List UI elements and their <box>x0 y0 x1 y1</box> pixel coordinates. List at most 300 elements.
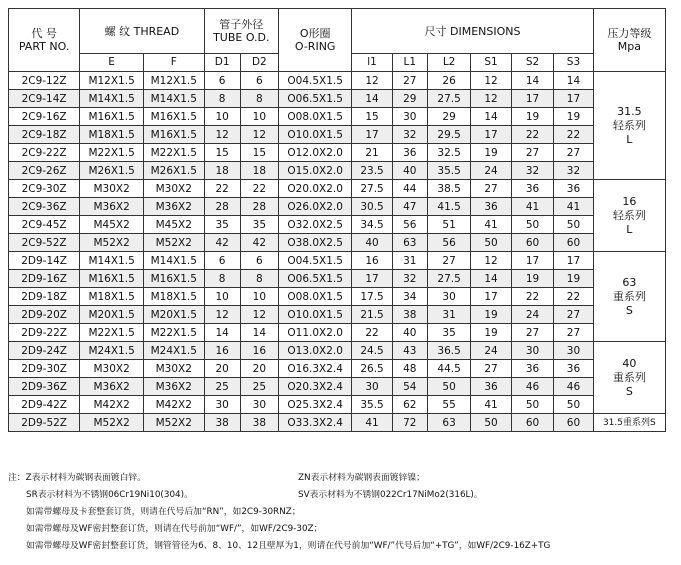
dim-l1-cell: 44 <box>392 180 427 198</box>
o-ring-cell: O15.0X2.0 <box>279 162 352 180</box>
table-row <box>9 252 666 270</box>
dim-s1-cell: 27 <box>471 180 511 198</box>
pressure-rating-line: S <box>625 384 633 398</box>
table-row <box>9 108 666 126</box>
spec-table <box>8 8 666 432</box>
pressure-rating-line: 重系列 <box>612 370 646 384</box>
dim-l2-cell: 55 <box>427 396 471 414</box>
notes <box>8 470 673 555</box>
dim-s2-cell: 46 <box>511 378 554 396</box>
dim-s3-cell: 36 <box>554 360 593 378</box>
dim-s1-cell: 36 <box>471 198 511 216</box>
table-row <box>9 90 666 108</box>
o-ring-cell: O08.0X1.5 <box>279 288 352 306</box>
o-ring-cell: O16.3X2.4 <box>279 360 352 378</box>
dim-s1-cell: 17 <box>471 126 511 144</box>
part-no-cell: 2C9-22Z <box>9 144 80 162</box>
dim-s2-cell: 14 <box>511 72 554 90</box>
header-f: F <box>143 54 204 72</box>
tube-d1-cell: 6 <box>204 72 240 90</box>
dim-l1-small-cell: 17.5 <box>352 288 392 306</box>
o-ring-cell: O32.0X2.5 <box>279 216 352 234</box>
dim-s1-cell: 14 <box>471 270 511 288</box>
header-s1: S1 <box>471 54 511 72</box>
dim-s3-cell: 32 <box>554 162 593 180</box>
dim-l1-cell: 56 <box>392 216 427 234</box>
dim-s1-cell: 24 <box>471 162 511 180</box>
pressure-rating-line: 31.5重系列S <box>602 417 656 428</box>
tube-d2-cell: 25 <box>240 378 278 396</box>
header-oring: O形圈 O-RING <box>279 9 352 72</box>
header-part-no: 代 号 PART NO. <box>9 9 80 72</box>
table-body <box>9 72 666 432</box>
table-row <box>9 198 666 216</box>
dim-l1-cell: 34 <box>392 288 427 306</box>
tube-d1-cell: 18 <box>204 162 240 180</box>
pressure-rating-cell <box>593 414 665 432</box>
dim-l2-cell: 31 <box>427 306 471 324</box>
tube-d1-cell: 8 <box>204 90 240 108</box>
note-line <box>8 487 673 504</box>
dim-s2-cell: 19 <box>511 108 554 126</box>
tube-d1-cell: 35 <box>204 216 240 234</box>
thread-f-cell: M36X2 <box>143 378 204 396</box>
tube-d1-cell: 10 <box>204 108 240 126</box>
dim-l1-small-cell: 26.5 <box>352 360 392 378</box>
dim-l1-small-cell: 24.5 <box>352 342 392 360</box>
thread-f-cell: M16X1.5 <box>143 126 204 144</box>
o-ring-cell: O04.5X1.5 <box>279 72 352 90</box>
part-no-cell: 2C9-14Z <box>9 90 80 108</box>
dim-l2-cell: 35 <box>427 324 471 342</box>
dim-l1-small-cell: 23.5 <box>352 162 392 180</box>
table-row <box>9 378 666 396</box>
tube-d1-cell: 25 <box>204 378 240 396</box>
dim-l1-small-cell: 15 <box>352 108 392 126</box>
tube-d2-cell: 10 <box>240 108 278 126</box>
table-row <box>9 342 666 360</box>
tube-d1-cell: 15 <box>204 144 240 162</box>
dim-l1-small-cell: 30.5 <box>352 198 392 216</box>
dim-l1-small-cell: 16 <box>352 252 392 270</box>
thread-e-cell: M20X1.5 <box>80 306 144 324</box>
o-ring-cell: O04.5X1.5 <box>279 252 352 270</box>
tube-d1-cell: 12 <box>204 126 240 144</box>
dim-s1-cell: 50 <box>471 234 511 252</box>
o-ring-cell: O06.5X1.5 <box>279 90 352 108</box>
part-no-cell: 2D9-42Z <box>9 396 80 414</box>
table-row <box>9 126 666 144</box>
tube-d2-cell: 12 <box>240 306 278 324</box>
pressure-rating-line: 重系列 <box>612 289 646 303</box>
dim-s3-cell: 27 <box>554 306 593 324</box>
dim-s1-cell: 19 <box>471 306 511 324</box>
pressure-rating-line: S <box>625 303 633 317</box>
dim-s2-cell: 27 <box>511 324 554 342</box>
thread-e-cell: M52X2 <box>80 234 144 252</box>
tube-d1-cell: 12 <box>204 306 240 324</box>
dim-l1-cell: 62 <box>392 396 427 414</box>
part-no-cell: 2D9-52Z <box>9 414 80 432</box>
dim-l1-cell: 72 <box>392 414 427 432</box>
dim-s1-cell: 12 <box>471 72 511 90</box>
o-ring-cell: O12.0X2.0 <box>279 144 352 162</box>
dim-s3-cell: 19 <box>554 270 593 288</box>
dim-l1-small-cell: 30 <box>352 378 392 396</box>
dim-l1-cell: 32 <box>392 126 427 144</box>
thread-e-cell: M30X2 <box>80 360 144 378</box>
header-dimensions: 尺寸 DIMENSIONS <box>352 9 593 54</box>
tube-d2-cell: 8 <box>240 270 278 288</box>
table-row <box>9 144 666 162</box>
dim-l2-cell: 27 <box>427 252 471 270</box>
dim-l1-cell: 54 <box>392 378 427 396</box>
thread-f-cell: M52X2 <box>143 414 204 432</box>
dim-l1-cell: 48 <box>392 360 427 378</box>
dim-s2-cell: 22 <box>511 126 554 144</box>
thread-f-cell: M22X1.5 <box>143 324 204 342</box>
dim-s2-cell: 60 <box>511 234 554 252</box>
table-row <box>9 360 666 378</box>
o-ring-cell: O06.5X1.5 <box>279 270 352 288</box>
thread-e-cell: M26X1.5 <box>80 162 144 180</box>
tube-d2-cell: 20 <box>240 360 278 378</box>
tube-d1-cell: 6 <box>204 252 240 270</box>
dim-l1-cell: 43 <box>392 342 427 360</box>
thread-e-cell: M18X1.5 <box>80 288 144 306</box>
tube-d2-cell: 38 <box>240 414 278 432</box>
tube-d1-cell: 22 <box>204 180 240 198</box>
dim-s1-cell: 17 <box>471 288 511 306</box>
dim-l2-cell: 50 <box>427 378 471 396</box>
header-pressure: 压力等级 Mpa <box>593 9 665 72</box>
o-ring-cell: O20.0X2.0 <box>279 180 352 198</box>
thread-f-cell: M26X1.5 <box>143 162 204 180</box>
pressure-rating-line: L <box>626 132 633 146</box>
dim-l2-cell: 32.5 <box>427 144 471 162</box>
thread-f-cell: M36X2 <box>143 198 204 216</box>
dim-l1-cell: 31 <box>392 252 427 270</box>
part-no-cell: 2D9-20Z <box>9 306 80 324</box>
dim-l1-cell: 30 <box>392 108 427 126</box>
thread-f-cell: M45X2 <box>143 216 204 234</box>
part-no-cell: 2C9-12Z <box>9 72 80 90</box>
dim-s3-cell: 50 <box>554 216 593 234</box>
tube-d1-cell: 20 <box>204 360 240 378</box>
header-d2: D2 <box>240 54 278 72</box>
tube-d2-cell: 6 <box>240 252 278 270</box>
dim-s2-cell: 50 <box>511 396 554 414</box>
part-no-cell: 2C9-36Z <box>9 198 80 216</box>
table-row <box>9 216 666 234</box>
dim-s2-cell: 41 <box>511 198 554 216</box>
table-row <box>9 414 666 432</box>
part-no-cell: 2C9-30Z <box>9 180 80 198</box>
pressure-rating-cell <box>593 72 665 180</box>
dim-l1-small-cell: 40 <box>352 234 392 252</box>
dim-s2-cell: 36 <box>511 180 554 198</box>
pressure-rating-line: 轻系列 <box>612 118 646 132</box>
note-line <box>8 521 673 538</box>
thread-e-cell: M24X1.5 <box>80 342 144 360</box>
part-no-cell: 2D9-18Z <box>9 288 80 306</box>
table-row <box>9 396 666 414</box>
table-row <box>9 72 666 90</box>
note-sr: SR表示材料为不锈钢06Cr19Ni10(304)。 <box>26 490 193 500</box>
dim-l2-cell: 38.5 <box>427 180 471 198</box>
dim-l1-cell: 63 <box>392 234 427 252</box>
dim-s3-cell: 27 <box>554 144 593 162</box>
pressure-rating-line: L <box>626 222 633 236</box>
tube-d2-cell: 42 <box>240 234 278 252</box>
note-zn: ZN表示材料为碳钢表面镀锌镍； <box>298 473 425 483</box>
tube-d2-cell: 12 <box>240 126 278 144</box>
dim-l1-cell: 40 <box>392 324 427 342</box>
pressure-rating-line: 轻系列 <box>612 208 646 222</box>
dim-l1-cell: 29 <box>392 90 427 108</box>
dim-l2-cell: 35.5 <box>427 162 471 180</box>
dim-s1-cell: 19 <box>471 144 511 162</box>
thread-e-cell: M45X2 <box>80 216 144 234</box>
dim-l1-small-cell: 12 <box>352 72 392 90</box>
o-ring-cell: O10.0X1.5 <box>279 126 352 144</box>
tube-d2-cell: 8 <box>240 90 278 108</box>
dim-s1-cell: 36 <box>471 378 511 396</box>
tube-d2-cell: 10 <box>240 288 278 306</box>
part-no-cell: 2C9-52Z <box>9 234 80 252</box>
tube-d2-cell: 22 <box>240 180 278 198</box>
thread-e-cell: M36X2 <box>80 378 144 396</box>
table-row <box>9 324 666 342</box>
thread-f-cell: M42X2 <box>143 396 204 414</box>
dim-s3-cell: 36 <box>554 180 593 198</box>
o-ring-cell: O08.0X1.5 <box>279 108 352 126</box>
note-wf: 如需带螺母及WF密封整套订货，则请在代号前加“WF/”，如WF/2C9-30Z； <box>26 524 323 534</box>
dim-l1-small-cell: 35.5 <box>352 396 392 414</box>
note-wf-tg: 如需带螺母及WF密封整套订货，钢管管径为6、8、10、12且壁厚为1，则请在代号前加“WF/”代号后加“+TG”，如WF/2C9-16Z+TG <box>26 541 551 551</box>
dim-s3-cell: 41 <box>554 198 593 216</box>
dim-l1-cell: 47 <box>392 198 427 216</box>
thread-e-cell: M16X1.5 <box>80 270 144 288</box>
note-line <box>8 470 673 487</box>
dim-s2-cell: 30 <box>511 342 554 360</box>
dim-s3-cell: 60 <box>554 414 593 432</box>
dim-l2-cell: 41.5 <box>427 198 471 216</box>
dim-s3-cell: 46 <box>554 378 593 396</box>
dim-l2-cell: 44.5 <box>427 360 471 378</box>
pressure-rating-line: 63 <box>622 275 637 289</box>
dim-l1-small-cell: 21.5 <box>352 306 392 324</box>
o-ring-cell: O13.0X2.0 <box>279 342 352 360</box>
dim-l2-cell: 30 <box>427 288 471 306</box>
thread-e-cell: M22X1.5 <box>80 144 144 162</box>
o-ring-cell: O26.0X2.0 <box>279 198 352 216</box>
dim-s2-cell: 17 <box>511 90 554 108</box>
dim-l1-small-cell: 27.5 <box>352 180 392 198</box>
thread-e-cell: M36X2 <box>80 198 144 216</box>
dim-l2-cell: 29 <box>427 108 471 126</box>
header-e: E <box>80 54 144 72</box>
dim-l2-cell: 27.5 <box>427 90 471 108</box>
dim-s3-cell: 60 <box>554 234 593 252</box>
thread-e-cell: M52X2 <box>80 414 144 432</box>
dim-s2-cell: 19 <box>511 270 554 288</box>
dim-l2-cell: 26 <box>427 72 471 90</box>
tube-d2-cell: 6 <box>240 72 278 90</box>
pressure-rating-cell <box>593 342 665 414</box>
dim-l2-cell: 29.5 <box>427 126 471 144</box>
dim-s3-cell: 27 <box>554 324 593 342</box>
thread-e-cell: M14X1.5 <box>80 90 144 108</box>
part-no-cell: 2D9-36Z <box>9 378 80 396</box>
pressure-rating-cell <box>593 252 665 342</box>
table-row <box>9 306 666 324</box>
o-ring-cell: O11.0X2.0 <box>279 324 352 342</box>
dim-s3-cell: 17 <box>554 252 593 270</box>
note-z: 注：Z表示材料为碳钢表面镀白锌。 <box>8 473 146 483</box>
thread-f-cell: M14X1.5 <box>143 252 204 270</box>
thread-f-cell: M18X1.5 <box>143 288 204 306</box>
dim-l1-small-cell: 41 <box>352 414 392 432</box>
o-ring-cell: O20.3X2.4 <box>279 378 352 396</box>
thread-e-cell: M16X1.5 <box>80 108 144 126</box>
part-no-cell: 2C9-45Z <box>9 216 80 234</box>
part-no-cell: 2C9-18Z <box>9 126 80 144</box>
thread-f-cell: M12X1.5 <box>143 72 204 90</box>
thread-f-cell: M20X1.5 <box>143 306 204 324</box>
dim-s1-cell: 24 <box>471 342 511 360</box>
tube-d2-cell: 35 <box>240 216 278 234</box>
header-l1: L1 <box>392 54 427 72</box>
dim-s3-cell: 19 <box>554 108 593 126</box>
dim-s1-cell: 50 <box>471 414 511 432</box>
part-no-cell: 2D9-30Z <box>9 360 80 378</box>
tube-d1-cell: 14 <box>204 324 240 342</box>
tube-d2-cell: 16 <box>240 342 278 360</box>
header-s2: S2 <box>511 54 554 72</box>
part-no-cell: 2D9-24Z <box>9 342 80 360</box>
thread-f-cell: M30X2 <box>143 180 204 198</box>
thread-e-cell: M18X1.5 <box>80 126 144 144</box>
note-sv: SV表示材料为不锈钢022Cr17NiMo2(316L)。 <box>298 490 483 500</box>
o-ring-cell: O38.0X2.5 <box>279 234 352 252</box>
table-row <box>9 270 666 288</box>
tube-d1-cell: 28 <box>204 198 240 216</box>
pressure-rating-line: 16 <box>622 194 637 208</box>
dim-s1-cell: 41 <box>471 216 511 234</box>
o-ring-cell: O25.3X2.4 <box>279 396 352 414</box>
dim-s3-cell: 17 <box>554 90 593 108</box>
dim-s2-cell: 17 <box>511 252 554 270</box>
thread-e-cell: M22X1.5 <box>80 324 144 342</box>
dim-s1-cell: 14 <box>471 108 511 126</box>
header-tube-od: 管子外径 TUBE O.D. <box>204 9 278 54</box>
thread-f-cell: M14X1.5 <box>143 90 204 108</box>
table-row <box>9 288 666 306</box>
dim-s2-cell: 22 <box>511 288 554 306</box>
part-no-cell: 2C9-26Z <box>9 162 80 180</box>
thread-f-cell: M22X1.5 <box>143 144 204 162</box>
o-ring-cell: O33.3X2.4 <box>279 414 352 432</box>
dim-l2-cell: 56 <box>427 234 471 252</box>
dim-s3-cell: 22 <box>554 126 593 144</box>
dim-l1-cell: 40 <box>392 162 427 180</box>
tube-d2-cell: 28 <box>240 198 278 216</box>
tube-d1-cell: 16 <box>204 342 240 360</box>
thread-f-cell: M30X2 <box>143 360 204 378</box>
dim-l1-cell: 36 <box>392 144 427 162</box>
dim-s3-cell: 22 <box>554 288 593 306</box>
thread-f-cell: M24X1.5 <box>143 342 204 360</box>
dim-l2-cell: 27.5 <box>427 270 471 288</box>
dim-l2-cell: 63 <box>427 414 471 432</box>
table-row <box>9 234 666 252</box>
o-ring-cell: O10.0X1.5 <box>279 306 352 324</box>
tube-d1-cell: 10 <box>204 288 240 306</box>
dim-s2-cell: 32 <box>511 162 554 180</box>
tube-d2-cell: 30 <box>240 396 278 414</box>
dim-l1-small-cell: 21 <box>352 144 392 162</box>
dim-l1-cell: 32 <box>392 270 427 288</box>
thread-e-cell: M12X1.5 <box>80 72 144 90</box>
dim-l1-cell: 38 <box>392 306 427 324</box>
dim-s2-cell: 36 <box>511 360 554 378</box>
tube-d1-cell: 42 <box>204 234 240 252</box>
tube-d2-cell: 15 <box>240 144 278 162</box>
note-rn: 如需带螺母及卡套整套订货，则请在代号后加“RN”，如2C9-30RNZ； <box>26 507 301 517</box>
dim-l1-small-cell: 22 <box>352 324 392 342</box>
part-no-cell: 2D9-22Z <box>9 324 80 342</box>
part-no-cell: 2C9-16Z <box>9 108 80 126</box>
table-row <box>9 180 666 198</box>
header-d1: D1 <box>204 54 240 72</box>
dim-s2-cell: 24 <box>511 306 554 324</box>
tube-d2-cell: 14 <box>240 324 278 342</box>
thread-e-cell: M42X2 <box>80 396 144 414</box>
thread-e-cell: M14X1.5 <box>80 252 144 270</box>
header-l2: L2 <box>427 54 471 72</box>
dim-l1-small-cell: 17 <box>352 270 392 288</box>
dim-s1-cell: 41 <box>471 396 511 414</box>
dim-l2-cell: 51 <box>427 216 471 234</box>
dim-l1-small-cell: 34.5 <box>352 216 392 234</box>
dim-s2-cell: 60 <box>511 414 554 432</box>
tube-d1-cell: 8 <box>204 270 240 288</box>
thread-f-cell: M16X1.5 <box>143 108 204 126</box>
note-line <box>8 538 673 555</box>
dim-s3-cell: 30 <box>554 342 593 360</box>
header-thread: 螺 纹 THREAD <box>80 9 204 54</box>
thread-e-cell: M30X2 <box>80 180 144 198</box>
dim-s3-cell: 14 <box>554 72 593 90</box>
pressure-rating-line: 40 <box>622 356 637 370</box>
table-row <box>9 162 666 180</box>
dim-l1-cell: 27 <box>392 72 427 90</box>
tube-d2-cell: 18 <box>240 162 278 180</box>
pressure-rating-line: 31.5 <box>617 104 642 118</box>
dim-s3-cell: 50 <box>554 396 593 414</box>
header-s3: S3 <box>554 54 593 72</box>
part-no-cell: 2D9-14Z <box>9 252 80 270</box>
header-l1-small: l1 <box>352 54 392 72</box>
tube-d1-cell: 38 <box>204 414 240 432</box>
part-no-cell: 2D9-16Z <box>9 270 80 288</box>
dim-s2-cell: 27 <box>511 144 554 162</box>
dim-s1-cell: 19 <box>471 324 511 342</box>
dim-l1-small-cell: 17 <box>352 126 392 144</box>
note-line <box>8 504 673 521</box>
dim-s1-cell: 12 <box>471 252 511 270</box>
